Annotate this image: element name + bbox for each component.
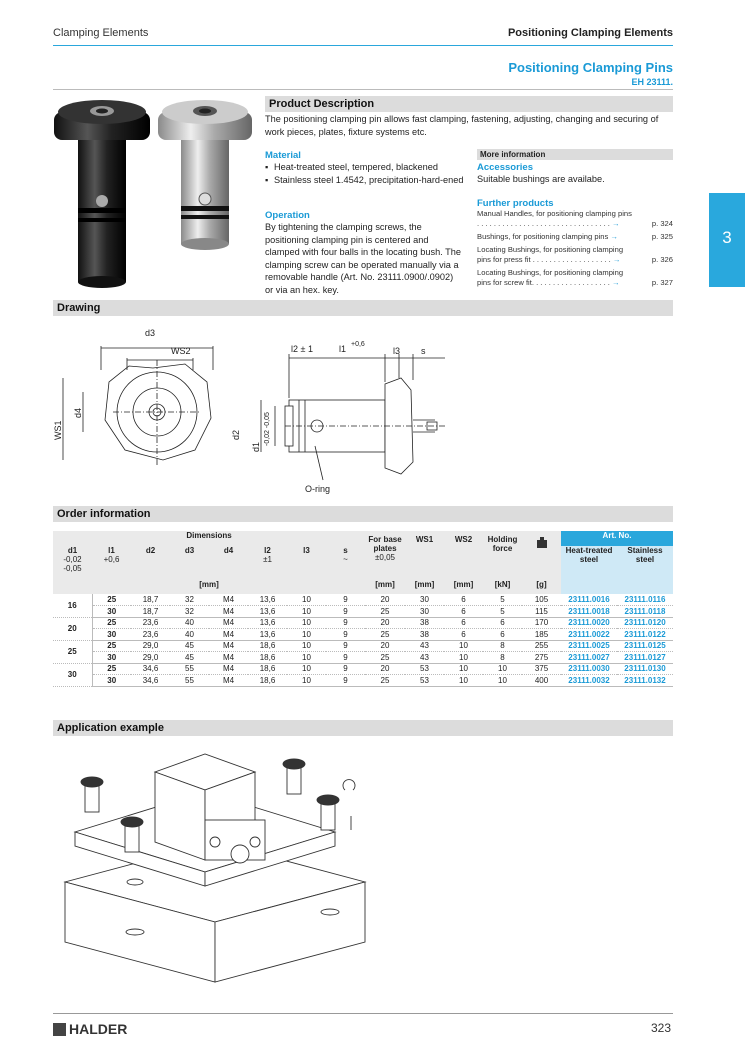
label-ws1: WS1 (53, 420, 63, 440)
cell-s: 9 (326, 663, 365, 675)
cell-d2: 18,7 (131, 594, 170, 606)
cell-l1: 30 (92, 606, 131, 618)
material-list (265, 161, 465, 186)
cell-d2: 29,0 (131, 652, 170, 664)
for-base-plates-header: For base plates ±0,05 (365, 531, 405, 576)
cell-ws2: 10 (444, 640, 483, 652)
pin-1 (81, 777, 103, 812)
label-l1: l1 (339, 344, 347, 354)
holding-force-header: Holding force (483, 531, 522, 576)
cell-ws2: 10 (444, 675, 483, 687)
cell-d3: 32 (170, 606, 209, 618)
label-d1: d1 (251, 441, 261, 452)
cell-stainless[interactable]: 23111.0122 (617, 629, 673, 641)
unit-mm: [mm] (365, 576, 405, 594)
cell-heat[interactable]: 23111.0032 (561, 675, 617, 687)
footer-divider (53, 1013, 673, 1014)
cell-ws2: 10 (444, 663, 483, 675)
side-view (261, 354, 445, 480)
cell-d1: 25 (53, 640, 92, 663)
label-d4: d4 (73, 407, 83, 418)
further-product-item[interactable]: Locating Bushings, for positioning clamping pins for screw fit. . . . . . . . . . . . . . . . . . . → p. 327 (477, 268, 673, 287)
cell-d4: M4 (209, 606, 248, 618)
cell-d1: 30 (53, 663, 92, 686)
cell-d3: 55 (170, 663, 209, 675)
cell-l3: 10 (287, 617, 326, 629)
accessories-text: Suitable bushings are availabe. (477, 174, 605, 184)
cell-heat[interactable]: 23111.0016 (561, 594, 617, 606)
cell-ws2: 10 (444, 652, 483, 664)
technical-drawing (53, 320, 473, 498)
label-d1-tolerance: -0,02 -0,05 (264, 412, 271, 446)
page-number: 323 (650, 1021, 671, 1035)
cell-ws1: 30 (405, 594, 444, 606)
cell-ws1: 30 (405, 606, 444, 618)
arrow-right-icon: → (612, 219, 620, 228)
cell-l1: 30 (92, 652, 131, 664)
ws1-header: WS1 (405, 531, 444, 576)
cell-d2: 34,6 (131, 663, 170, 675)
cell-l3: 10 (287, 606, 326, 618)
application-example-heading: Application example (53, 720, 673, 736)
more-information-bar: More information (477, 149, 673, 160)
cell-s: 9 (326, 617, 365, 629)
cell-l3: 10 (287, 663, 326, 675)
material-heading: Material (265, 150, 301, 161)
cell-l3: 10 (287, 594, 326, 606)
cell-d4: M4 (209, 640, 248, 652)
cell-base: 25 (365, 629, 405, 641)
order-information-heading: Order information (53, 506, 673, 522)
table-row (53, 629, 673, 641)
cell-d2: 23,6 (131, 617, 170, 629)
cell-g: 115 (522, 606, 561, 618)
heat-treated-header: Heat-treated steel (561, 546, 617, 576)
order-table (53, 531, 673, 687)
page-subtitle: EH 23111. (631, 77, 673, 87)
cell-ws2: 6 (444, 594, 483, 606)
cell-force: 6 (483, 629, 522, 641)
header-section: Positioning Clamping Elements (507, 27, 673, 39)
cell-l1: 25 (92, 663, 131, 675)
cell-l2: 18,6 (248, 675, 287, 687)
cell-d1: 20 (53, 617, 92, 640)
cell-g: 275 (522, 652, 561, 664)
cell-force: 8 (483, 652, 522, 664)
header-category: Clamping Elements (53, 27, 149, 39)
weight-icon (522, 531, 561, 576)
accessories-heading: Accessories (477, 162, 533, 173)
cell-stainless[interactable]: 23111.0130 (617, 663, 673, 675)
cell-base: 20 (365, 640, 405, 652)
stainless-header: Stainless steel (617, 546, 673, 576)
cell-l1: 30 (92, 675, 131, 687)
cell-stainless[interactable]: 23111.0118 (617, 606, 673, 618)
cell-d4: M4 (209, 629, 248, 641)
cell-ws1: 53 (405, 675, 444, 687)
cell-d4: M4 (209, 652, 248, 664)
table-row (53, 652, 673, 664)
cell-d4: M4 (209, 675, 248, 687)
cell-d4: M4 (209, 617, 248, 629)
operation-heading: Operation (265, 210, 310, 221)
page-ref[interactable]: p. 324 (651, 219, 673, 228)
cell-force: 5 (483, 594, 522, 606)
cell-base: 20 (365, 617, 405, 629)
cell-l1: 25 (92, 617, 131, 629)
operation-text: By tightening the clamping screws, the positioning clamping pin is centered and clamped with four balls in the locating bush. The clamping screw can be operated manually via a removable handle (Art. No. 23111.0900/.0902) or via an hex. key. (265, 222, 461, 295)
col-d1: d1 -0,02 -0,05 (53, 546, 92, 576)
title-divider (53, 89, 673, 90)
art-no-header: Art. No. (561, 531, 673, 546)
further-product-item[interactable]: Manual Handles, for positioning clamping pins . . . . . . . . . . . . . . . . . . . . . . . . . . . . . . . . → p. 324 (477, 209, 673, 228)
col-d4: d4 (209, 546, 248, 576)
further-products-heading: Further products (477, 198, 554, 209)
unit-mm: [mm] (444, 576, 483, 594)
cell-base: 20 (365, 594, 405, 606)
arrow-right-icon: → (610, 232, 618, 241)
cell-d4: M4 (209, 663, 248, 675)
cell-d3: 55 (170, 675, 209, 687)
cell-g: 105 (522, 594, 561, 606)
application-illustration (55, 742, 385, 1002)
cell-heat[interactable]: 23111.0022 (561, 629, 617, 641)
cell-g: 400 (522, 675, 561, 687)
cell-l1: 25 (92, 640, 131, 652)
label-oring: O-ring (305, 484, 331, 494)
black-pin-image (54, 100, 150, 288)
cell-force: 10 (483, 663, 522, 675)
table-row (53, 606, 673, 618)
unit-kn: [kN] (483, 576, 522, 594)
label-d2: d2 (231, 429, 241, 440)
cell-l2: 18,6 (248, 652, 287, 664)
logo-mark-icon (53, 1023, 66, 1036)
label-l1-tolerance: +0,6 (351, 341, 365, 348)
cell-ws2: 6 (444, 629, 483, 641)
unit-mm: [mm] (53, 576, 365, 594)
col-l1: l1 +0,6 (92, 546, 131, 576)
table-row (53, 675, 673, 687)
cell-l3: 10 (287, 652, 326, 664)
halder-logo: HALDER (53, 1021, 127, 1037)
cell-d3: 40 (170, 629, 209, 641)
unit-g: [g] (522, 576, 561, 594)
cell-d3: 45 (170, 640, 209, 652)
cell-l2: 13,6 (248, 617, 287, 629)
front-view (63, 346, 213, 466)
cell-d2: 34,6 (131, 675, 170, 687)
table-row (53, 594, 673, 606)
cell-d3: 45 (170, 652, 209, 664)
col-d3: d3 (170, 546, 209, 576)
cell-stainless[interactable]: 23111.0127 (617, 652, 673, 664)
cell-s: 9 (326, 606, 365, 618)
cell-force: 10 (483, 675, 522, 687)
cell-g: 170 (522, 617, 561, 629)
cell-ws1: 43 (405, 652, 444, 664)
cell-force: 5 (483, 606, 522, 618)
cell-s: 9 (326, 640, 365, 652)
cell-g: 185 (522, 629, 561, 641)
cell-d1: 16 (53, 594, 92, 617)
cell-d4: M4 (209, 594, 248, 606)
label-l3: l3 (393, 346, 401, 356)
label-l2: l2 ± 1 (291, 344, 313, 354)
cell-heat[interactable]: 23111.0025 (561, 640, 617, 652)
page-title: Positioning Clamping Pins (508, 60, 673, 75)
stainless-pin-image (158, 100, 252, 250)
cell-d2: 29,0 (131, 640, 170, 652)
arrow-right-icon: → (612, 278, 620, 287)
cell-d2: 18,7 (131, 606, 170, 618)
cell-l3: 10 (287, 629, 326, 641)
col-d2: d2 (131, 546, 170, 576)
further-product-item[interactable]: Locating Bushings, for positioning clamping pins for press fit . . . . . . . . . . . . . . . . . . . → p. 326 (477, 245, 673, 264)
cell-base: 20 (365, 663, 405, 675)
unit-mm: [mm] (405, 576, 444, 594)
product-description-heading: Product Description (265, 96, 673, 112)
cell-stainless[interactable]: 23111.0132 (617, 675, 673, 687)
cell-l2: 18,6 (248, 640, 287, 652)
table-row (53, 640, 673, 652)
cell-g: 255 (522, 640, 561, 652)
ws2-header: WS2 (444, 531, 483, 576)
page-ref[interactable]: p. 325 (651, 232, 673, 241)
col-l3: l3 (287, 546, 326, 576)
arrow-right-icon: → (612, 255, 621, 264)
cell-l3: 10 (287, 640, 326, 652)
cell-d3: 40 (170, 617, 209, 629)
cell-base: 25 (365, 652, 405, 664)
material-item: ▪ Heat-treated steel, tempered, blackened (265, 161, 465, 174)
cell-stainless[interactable]: 23111.0120 (617, 617, 673, 629)
cell-ws1: 53 (405, 663, 444, 675)
cell-heat[interactable]: 23111.0027 (561, 652, 617, 664)
table-row (53, 663, 673, 675)
drawing-heading: Drawing (53, 300, 673, 316)
cell-d2: 23,6 (131, 629, 170, 641)
cell-d3: 32 (170, 594, 209, 606)
cell-l1: 30 (92, 629, 131, 641)
cell-ws1: 43 (405, 640, 444, 652)
cell-ws2: 6 (444, 606, 483, 618)
cell-l1: 25 (92, 594, 131, 606)
chapter-tab[interactable]: 3 (709, 193, 745, 287)
cell-heat[interactable]: 23111.0018 (561, 606, 617, 618)
cell-ws1: 38 (405, 629, 444, 641)
cell-force: 6 (483, 617, 522, 629)
cell-stainless[interactable]: 23111.0116 (617, 594, 673, 606)
cell-s: 9 (326, 629, 365, 641)
page-ref[interactable]: p. 327 (651, 278, 673, 287)
cell-s: 9 (326, 675, 365, 687)
product-description-text: The positioning clamping pin allows fast clamping, fastening, adjusting, changing and securing of work pieces, plates, fixture systems etc. (265, 114, 659, 137)
material-item: ▪ Stainless steel 1.4542, precipitation-hard-ened (265, 174, 465, 187)
cell-g: 375 (522, 663, 561, 675)
label-ws2: WS2 (171, 346, 191, 356)
cell-l2: 18,6 (248, 663, 287, 675)
cell-s: 9 (326, 594, 365, 606)
dimensions-header: Dimensions (53, 531, 365, 546)
cell-l2: 13,6 (248, 606, 287, 618)
cell-base: 25 (365, 675, 405, 687)
col-s: s ~ (326, 546, 365, 576)
cell-l3: 10 (287, 675, 326, 687)
cell-ws1: 38 (405, 617, 444, 629)
pin-4 (317, 795, 339, 830)
page-ref[interactable]: p. 326 (651, 255, 673, 264)
label-s: s (421, 346, 426, 356)
cell-l2: 13,6 (248, 629, 287, 641)
further-product-item[interactable]: Bushings, for positioning clamping pins → p. 325 (477, 232, 673, 241)
cell-force: 8 (483, 640, 522, 652)
cell-s: 9 (326, 652, 365, 664)
cell-stainless[interactable]: 23111.0125 (617, 640, 673, 652)
pin-3 (283, 759, 305, 794)
cell-ws2: 6 (444, 617, 483, 629)
further-products-list (477, 209, 673, 288)
header-divider (53, 45, 673, 46)
product-photos (50, 98, 255, 294)
table-row (53, 617, 673, 629)
label-d3: d3 (145, 328, 156, 338)
cell-heat[interactable]: 23111.0020 (561, 617, 617, 629)
cell-heat[interactable]: 23111.0030 (561, 663, 617, 675)
cell-base: 25 (365, 606, 405, 618)
cell-l2: 13,6 (248, 594, 287, 606)
col-l2: l2 ±1 (248, 546, 287, 576)
